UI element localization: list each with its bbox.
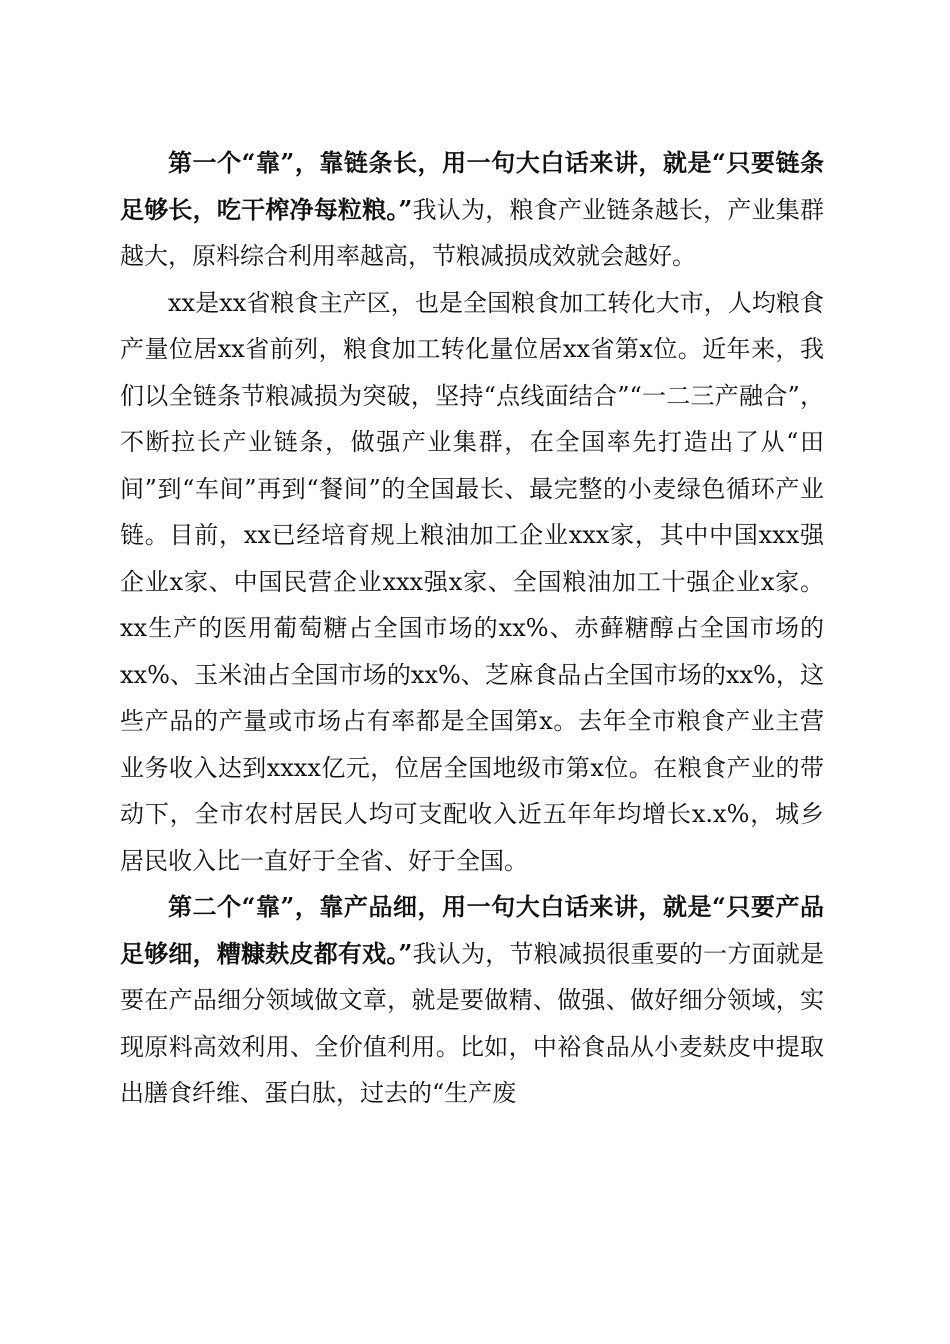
paragraph-3-lead: 第二个“靠”，靠产品细，用一句大白话来讲，就是“只要产品足够细，糟糠麸皮都有戏。”	[120, 892, 824, 968]
paragraph-3-body: 我认为，节粮减损很重要的一方面就是要在产品细分领域做文章，就是要做精、做强、做好细分领域，实现原料高效利用、全价值利用。比如，中裕食品从小麦麸皮中提取出膳食纤维、蛋白肽，过去的“生产废	[120, 939, 825, 1107]
paragraph-3	[120, 884, 824, 1117]
paragraph-2-body: xx是xx省粮食主产区，也是全国粮食加工转化大市，人均粮食产量位居xx省前列，粮食加工转化量位居xx省第x位。近年来，我们以全链条节粮减损为突破，坚持“点线面结合”“一二三产融合”，不断拉长产业链条，做强产业集群，在全国率先打造出了从“田间”到“车间”再到“餐间”的全国最长、最完整的小麦绿色循环产业链。目前，xx已经培育规上粮油加工企业xxx家，其中中国xxx强企业x家、中国民营企业xxx强x家、全国粮油加工十强企业x家。xx生产的医用葡萄糖占全国市场的xx%、赤藓糖醇占全国市场的xx%、玉米油占全国市场的xx%、芝麻食品占全国市场的xx%，这些产品的产量或市场占有率都是全国第x。去年全市粮食产业主营业务收入达到xxxx亿元，位居全国地级市第x位。在粮食产业的带动下，全市农村居民人均可支配收入近五年年均增长x.x%，城乡居民收入比一直好于全省、好于全国。	[120, 288, 824, 875]
document-body	[120, 140, 824, 1117]
paragraph-2	[120, 280, 824, 885]
paragraph-1	[120, 140, 824, 280]
paragraph-1-lead: 第一个“靠”，靠链条长，用一句大白话来讲，就是“只要链条足够长，吃干榨净每粒粮。”	[120, 148, 824, 224]
paragraph-1-body: 我认为，粮食产业链条越长，产业集群越大，原料综合利用率越高，节粮减损成效就会越好。	[120, 195, 825, 270]
